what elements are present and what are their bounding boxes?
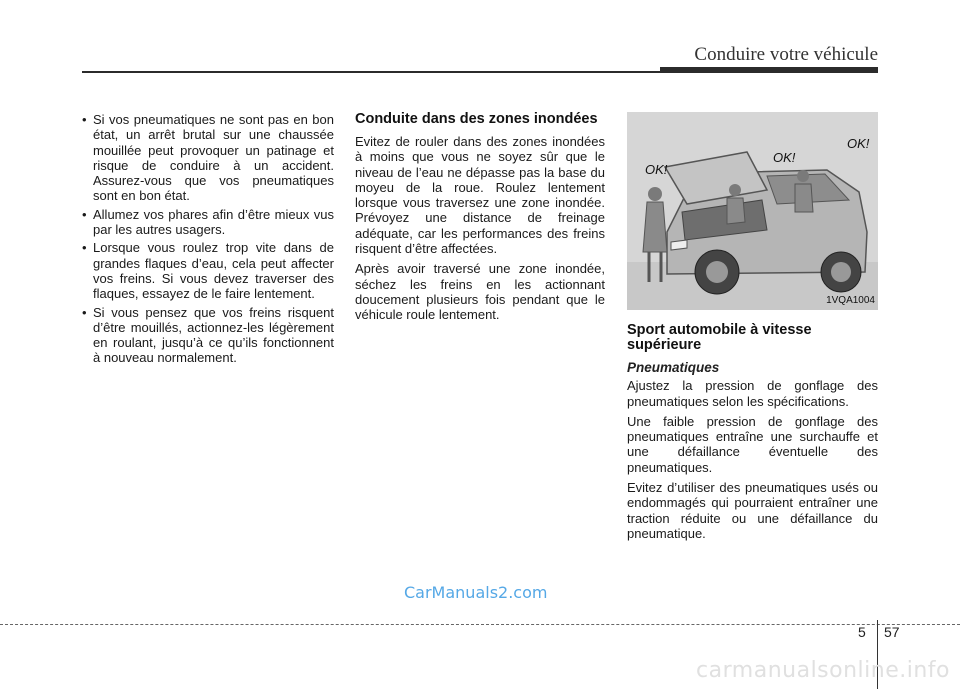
suv-hood-open-image [627,112,878,310]
column-right [627,112,878,546]
ok-label: OK! [773,150,796,165]
column-left [82,112,334,369]
page-header-title: Conduire votre véhicule [694,44,878,65]
list-item: • Lorsque vous roulez trop vite dans de grandes flaques d’eau, cela peut affecter vos freins. Si vous devez traverser des flaques, essayez de le faire lentement. [82,240,334,301]
ok-label: OK! [847,136,870,151]
list-item: • Si vos pneumatiques ne sont pas en bon état, un arrêt brutal sur une chaussée mouillée peut provoquer un patinage et risque de conduire à un accident. Assurez-vous que vos pneumatiques sont en bon état. [82,112,334,204]
paragraph: Evitez d’utiliser des pneumatiques usés ou endommagés qui pourraient entraîner une traction réduite ou une défaillance du pneumatique. [627,480,878,541]
section-heading-high-speed: Sport automobile à vitesse supérieure [627,322,812,353]
footer-rule [0,624,960,625]
subheading-tires: Pneumatiques [627,360,720,375]
column-middle [355,112,605,328]
paragraph: Ajustez la pression de gonflage des pneumatiques selon les spécifications. [627,378,878,409]
paragraph: Après avoir traversé une zone inondée, séchez les freins en les actionnant doucement plusieurs fois pendant que le véhicule roule lentement. [355,261,605,323]
list-item: • Allumez vos phares afin d’être mieux vus par les autres usagers. [82,207,334,238]
ok-label: OK! [645,162,668,177]
paragraph: Evitez de rouler dans des zones inondées à moins que vous ne soyez sûr que le niveau de l’eau ne dépasse pas la base du moyeu de la roue. Roulez lentement lorsque vous traversez une zone inondée. Prévoyez une distance de freinage adéquate, car les performances des freins risquent d’être affectées. [355,134,605,257]
header-rule [82,71,878,73]
list-item: • Si vous pensez que vos freins risquent d’être mouillés, actionnez-les légèrement en roulant, jusqu’à ce qu’ils fonctionnent à nouveau normalement. [82,305,334,366]
page-number: 57 [884,624,900,640]
bullet-list [82,112,334,366]
section-heading-flooded-areas: Conduite dans des zones inondées [355,111,598,127]
paragraph: Une faible pression de gonflage des pneumatiques entraîne une surchauffe et une défaillance éventuelle des pneumatiques. [627,413,878,475]
chapter-number: 5 [858,624,866,640]
bottom-watermark: carmanualsonline.info [696,658,950,683]
figure-code: 1VQA1004 [826,294,875,306]
car-maintenance-illustration [627,112,878,310]
watermark-link[interactable]: CarManuals2.com [404,583,548,602]
